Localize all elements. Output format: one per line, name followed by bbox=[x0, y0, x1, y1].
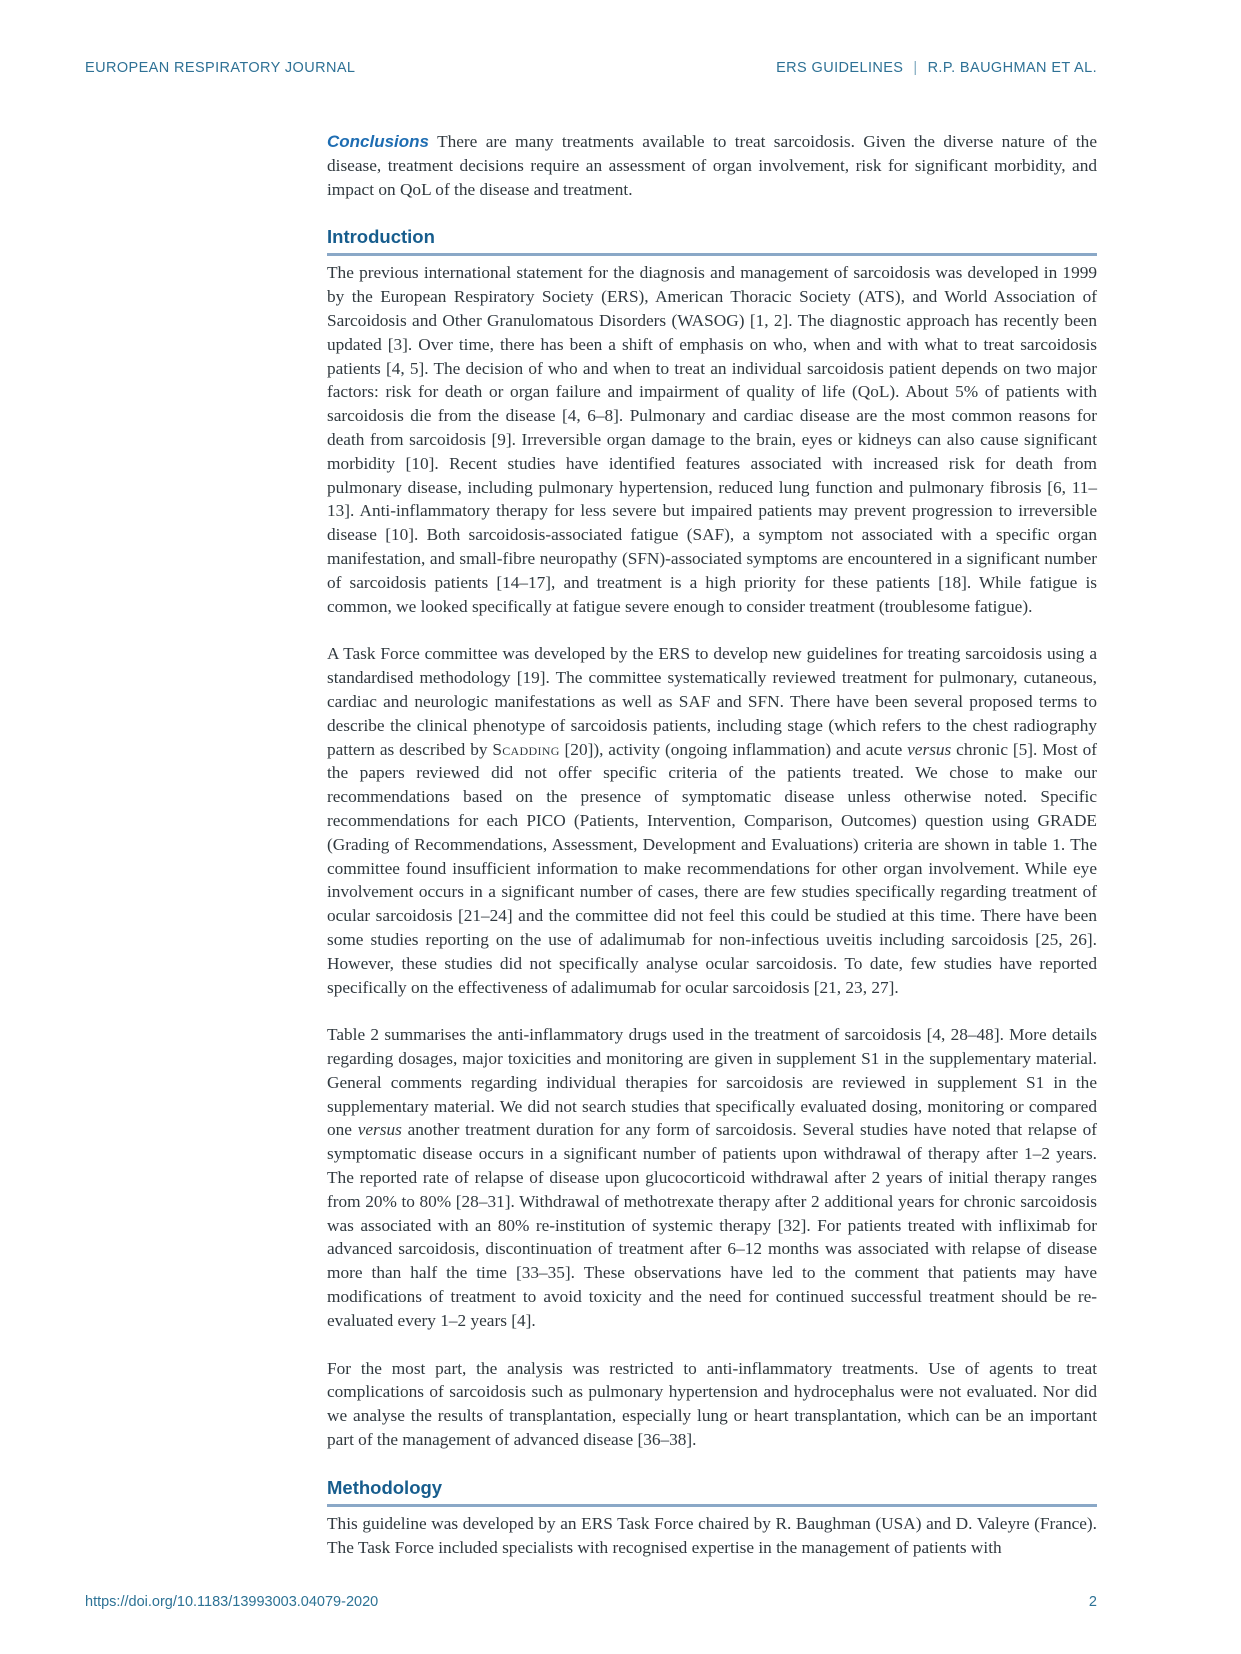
text-run: There are many treatments available to treat sarcoidosis. Given the diverse nature of the disease, treatment decisions require an assessment of organ involvement, risk for significant morbidity, and impact on QoL of the disease and treatment. bbox=[327, 132, 1097, 199]
text-run: For the most part, the analysis was restricted to anti-inflammatory treatments. Use of agents to treat complications of sarcoidosis such as pulmonary hypertension and hydrocephalus were not evaluated. Nor did we analyse the results of transplantation, especially lung or heart transplantation, which can be an important part of the management of advanced disease [36–38]. bbox=[327, 1358, 1097, 1450]
text-run: versus bbox=[907, 739, 952, 759]
header-section-label: ERS GUIDELINES bbox=[776, 60, 904, 76]
paragraph bbox=[327, 261, 1097, 618]
text-run: Table 2 summarises the anti-inflammatory drugs used in the treatment of sarcoidosis [4, 28–48]. More details regarding dosages, major toxicities and monitoring are given in supplement S1 in the supplementary material. General comments regarding individual therapies for sarcoidosis are reviewed in supplement S1 in the supplementary material. We did not search studies that specifically evaluated dosing, monitoring or compared one bbox=[327, 1025, 1097, 1140]
page-footer bbox=[85, 1594, 1097, 1610]
article-content bbox=[327, 130, 1097, 1583]
page-header bbox=[85, 60, 1097, 76]
header-right-group bbox=[776, 60, 1097, 76]
header-separator: | bbox=[913, 60, 918, 76]
text-run: The previous international statement for the diagnosis and management of sarcoidosis was developed in 1999 by the European Respiratory Society (ERS), American Thoracic Society (ATS), and World Association of Sarcoidosis and Other Granulomatous Disorders (WASOG) [1, 2]. The diagnostic approach has recently been updated [3]. Over time, there has been a shift of emphasis on who, when and with what to treat sarcoidosis patients [4, 5]. The decision of who and when to treat an individual sarcoidosis patient depends on two major factors: risk for death or organ failure and impairment of quality of life (QoL). About 5% of patients with sarcoidosis die from the disease [4, 6–8]. Pulmonary and cardiac disease are the most common reasons for death from sarcoidosis [9]. Irreversible organ damage to the brain, eyes or kidneys can also cause significant morbidity [10]. Recent studies have identified features associated with increased risk for death from pulmonary disease, including pulmonary hypertension, reduced lung function and pulmonary fibrosis [6, 11–13]. Anti-inflammatory therapy for less severe but impaired patients may prevent progression to irreversible disease [10]. Both sarcoidosis-associated fatigue (SAF), a symptom not associated with a specific organ manifestation, and small-fibre neuropathy (SFN)-associated symptoms are encountered in a significant number of sarcoidosis patients [14–17], and treatment is a high priority for these patients [18]. While fatigue is common, we looked specifically at fatigue severe enough to consider treatment (troublesome fatigue). bbox=[327, 263, 1097, 616]
header-authors: R.P. BAUGHMAN ET AL. bbox=[927, 60, 1097, 76]
text-run: versus bbox=[357, 1120, 402, 1140]
text-run: another treatment duration for any form of sarcoidosis. Several studies have noted that relapse of symptomatic disease occurs in a significant number of patients upon withdrawal of therapy after 1–2 years. The reported rate of relapse of disease upon glucocorticoid withdrawal after 2 years of initial therapy ranges from 20% to 80% [28–31]. Withdrawal of methotrexate therapy after 2 additional years for chronic sarcoidosis was associated with an 80% re-institution of systemic therapy [32]. For patients treated with infliximab for advanced sarcoidosis, discontinuation of treatment after 6–12 months was associated with relapse of disease more than half the time [33–35]. These observations have led to the comment that patients may have modifications of treatment to avoid toxicity and the need for continued successful treatment should be re-evaluated every 1–2 years [4]. bbox=[327, 1120, 1097, 1330]
section-heading: Introduction bbox=[327, 225, 1097, 256]
paragraph bbox=[327, 1512, 1097, 1560]
paragraph bbox=[327, 1023, 1097, 1332]
journal-name: EUROPEAN RESPIRATORY JOURNAL bbox=[85, 60, 356, 76]
text-run: [20]), activity (ongoing inflammation) and acute bbox=[559, 739, 908, 759]
doi-link[interactable]: https://doi.org/10.1183/13993003.04079-2020 bbox=[85, 1594, 379, 1610]
paragraph bbox=[327, 1357, 1097, 1452]
paragraph bbox=[327, 642, 1097, 999]
page-number: 2 bbox=[1088, 1594, 1097, 1610]
text-run: chronic [5]. Most of the papers reviewed did not offer specific criteria of the patients treated. We chose to make our recommendations based on the presence of symptomatic disease unless otherwise noted. Specific recommendations for each PICO (Patients, Intervention, Comparison, Outcomes) question using GRADE (Grading of Recommendations, Assessment, Development and Evaluations) criteria are shown in table 1. The committee found insufficient information to make recommendations for other organ involvement. While eye involvement occurs in a significant number of cases, there are few studies specifically regarding treatment of ocular sarcoidosis [21–24] and the committee did not feel this could be studied at this time. There have been some studies reporting on the use of adalimumab for non-infectious uveitis including sarcoidosis [25, 26]. However, these studies did not specifically analyse ocular sarcoidosis. To date, few studies have reported specifically on the effectiveness of adalimumab for ocular sarcoidosis [21, 23, 27]. bbox=[327, 739, 1097, 997]
conclusions-label: Conclusions bbox=[327, 132, 430, 151]
section-heading: Methodology bbox=[327, 1476, 1097, 1507]
text-run: A Task Force committee was developed by the ERS to develop new guidelines for treating sarcoidosis using a standardised methodology [19]. The committee systematically reviewed treatment for pulmonary, cutaneous, cardiac and neurologic manifestations as well as SAF and SFN. There have been several proposed terms to describe the clinical phenotype of sarcoidosis patients, including stage (which refers to the chest radiography pattern as described by bbox=[327, 644, 1097, 759]
text-run: Scadding bbox=[492, 739, 560, 759]
paragraph bbox=[327, 130, 1097, 201]
text-run: This guideline was developed by an ERS Task Force chaired by R. Baughman (USA) and D. Valeyre (France). The Task Force included specialists with recognised expertise in the management of patients with bbox=[327, 1513, 1097, 1557]
